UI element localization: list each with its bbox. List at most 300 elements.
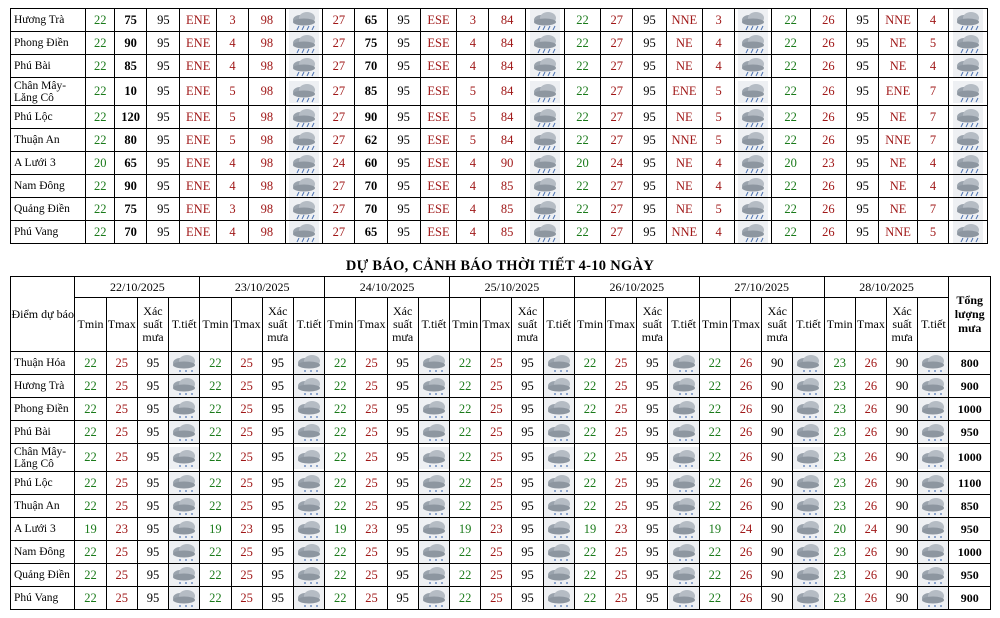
tmin-value: 22 xyxy=(574,472,605,495)
rain-cloud-icon xyxy=(169,587,200,610)
humidity: 84 xyxy=(489,106,526,129)
probability: 95 xyxy=(387,129,420,152)
humidity: 85 xyxy=(489,198,526,221)
probability: 95 xyxy=(387,55,420,78)
tmin-value: 23 xyxy=(824,421,855,444)
station-name: Nam Đông xyxy=(11,175,86,198)
tmax-value: 25 xyxy=(606,444,637,472)
probability: 95 xyxy=(137,518,168,541)
wind-direction: NE xyxy=(879,152,918,175)
header-probability: Xác suất mưa xyxy=(262,298,293,352)
humidity: 98 xyxy=(249,152,286,175)
tmax-value: 26 xyxy=(855,444,886,472)
rain-cloud-icon xyxy=(948,129,987,152)
rain-cloud-icon xyxy=(793,444,824,472)
rain-cloud-icon xyxy=(418,352,449,375)
rain-cloud-icon xyxy=(293,564,324,587)
wind-direction: ENE xyxy=(180,175,217,198)
probability: 95 xyxy=(137,444,168,472)
probability: 90 xyxy=(762,352,793,375)
rain-amount: 120 xyxy=(115,106,147,129)
tmax-value: 25 xyxy=(356,444,387,472)
tmax-value: 26 xyxy=(855,587,886,610)
header-weather: T.tiết xyxy=(293,298,324,352)
rain-cloud-icon xyxy=(293,375,324,398)
header-tmax: Tmax xyxy=(106,298,137,352)
station-name: Quảng Điền xyxy=(11,564,75,587)
probability: 95 xyxy=(633,152,666,175)
wind-direction: ENE xyxy=(180,221,217,244)
rain-cloud-icon xyxy=(735,55,772,78)
tmax-value: 26 xyxy=(855,398,886,421)
probability: 95 xyxy=(847,152,879,175)
tmax-value: 25 xyxy=(481,495,512,518)
wind-level: 4 xyxy=(917,9,948,32)
tmin-value: 19 xyxy=(699,518,730,541)
station-name: Thuận An xyxy=(11,495,75,518)
table-row xyxy=(11,421,991,444)
header-tmin: Tmin xyxy=(574,298,605,352)
wind-direction: NNE xyxy=(879,129,918,152)
tmax-value: 26 xyxy=(730,398,761,421)
tmax-value: 25 xyxy=(606,564,637,587)
tmin-value: 19 xyxy=(75,518,106,541)
table-row xyxy=(11,518,991,541)
rain-cloud-icon xyxy=(948,78,987,106)
tmax-value: 26 xyxy=(855,472,886,495)
tmin-value: 22 xyxy=(75,352,106,375)
table-row xyxy=(11,352,991,375)
wind-direction: NE xyxy=(879,32,918,55)
rain-cloud-icon xyxy=(418,495,449,518)
rain-cloud-icon xyxy=(543,444,574,472)
rain-cloud-icon xyxy=(543,587,574,610)
probability: 90 xyxy=(887,398,918,421)
tmax-value: 25 xyxy=(231,587,262,610)
tmin-value: 22 xyxy=(574,587,605,610)
wind-level: 4 xyxy=(917,152,948,175)
station-name: A Lưới 3 xyxy=(11,518,75,541)
tmin-value: 22 xyxy=(200,587,231,610)
humidity: 98 xyxy=(249,198,286,221)
wind-level: 4 xyxy=(216,55,248,78)
wind-level: 4 xyxy=(703,55,735,78)
rain-cloud-icon xyxy=(918,518,949,541)
wind-level: 7 xyxy=(917,198,948,221)
table-row xyxy=(11,375,991,398)
rain-amount: 80 xyxy=(115,129,147,152)
rain-cloud-icon xyxy=(285,221,323,244)
tmin-value: 22 xyxy=(75,444,106,472)
probability: 95 xyxy=(512,421,543,444)
rain-cloud-icon xyxy=(948,106,987,129)
tmax-value: 25 xyxy=(231,444,262,472)
probability: 95 xyxy=(512,541,543,564)
table-row xyxy=(11,564,991,587)
rain-amount: 70 xyxy=(355,198,387,221)
rain-cloud-icon xyxy=(293,472,324,495)
tmax-value: 26 xyxy=(730,472,761,495)
probability: 95 xyxy=(387,421,418,444)
tmin-value: 22 xyxy=(564,32,601,55)
station-name: Phong Điền xyxy=(11,32,86,55)
tmin-value: 22 xyxy=(325,587,356,610)
rain-cloud-icon xyxy=(543,352,574,375)
probability: 95 xyxy=(137,398,168,421)
rain-cloud-icon xyxy=(668,541,699,564)
rain-cloud-icon xyxy=(948,9,987,32)
tmax-value: 27 xyxy=(323,175,355,198)
wind-direction: ESE xyxy=(420,175,457,198)
rain-amount: 10 xyxy=(115,78,147,106)
header-probability: Xác suất mưa xyxy=(512,298,543,352)
rain-cloud-icon xyxy=(918,444,949,472)
rain-amount: 75 xyxy=(115,198,147,221)
probability: 95 xyxy=(847,55,879,78)
tmin-value: 22 xyxy=(450,398,481,421)
tmin-value: 22 xyxy=(325,421,356,444)
total-rain: 950 xyxy=(949,518,991,541)
station-name: Chân Mây-Lăng Cô xyxy=(11,444,75,472)
rain-cloud-icon xyxy=(735,221,772,244)
rain-cloud-icon xyxy=(169,352,200,375)
rain-cloud-icon xyxy=(418,375,449,398)
probability: 90 xyxy=(887,421,918,444)
probability: 95 xyxy=(637,472,668,495)
wind-level: 3 xyxy=(703,9,735,32)
tmax-value: 27 xyxy=(601,9,633,32)
probability: 95 xyxy=(512,495,543,518)
tmin-value: 22 xyxy=(771,32,810,55)
tmin-value: 22 xyxy=(771,198,810,221)
probability: 95 xyxy=(262,375,293,398)
tmax-value: 25 xyxy=(356,495,387,518)
probability: 95 xyxy=(847,32,879,55)
rain-cloud-icon xyxy=(668,398,699,421)
tmin-value: 22 xyxy=(86,175,115,198)
tmax-value: 27 xyxy=(601,106,633,129)
humidity: 84 xyxy=(489,55,526,78)
wind-level: 4 xyxy=(216,175,248,198)
header-tmax: Tmax xyxy=(855,298,886,352)
tmin-value: 23 xyxy=(824,472,855,495)
tmin-value: 22 xyxy=(325,352,356,375)
total-rain: 1000 xyxy=(949,444,991,472)
wind-level: 5 xyxy=(457,106,489,129)
tmax-value: 25 xyxy=(356,352,387,375)
probability: 95 xyxy=(387,221,420,244)
probability: 95 xyxy=(633,129,666,152)
tmin-value: 22 xyxy=(200,398,231,421)
tmin-value: 22 xyxy=(699,421,730,444)
tmax-value: 23 xyxy=(481,518,512,541)
tmin-value: 22 xyxy=(564,78,601,106)
tmin-value: 22 xyxy=(325,375,356,398)
tmax-value: 25 xyxy=(481,421,512,444)
wind-level: 5 xyxy=(457,129,489,152)
tmax-value: 25 xyxy=(106,375,137,398)
rain-cloud-icon xyxy=(668,352,699,375)
wind-level: 4 xyxy=(216,152,248,175)
header-tmin: Tmin xyxy=(200,298,231,352)
header-weather: T.tiết xyxy=(918,298,949,352)
tmin-value: 22 xyxy=(450,587,481,610)
rain-cloud-icon xyxy=(948,221,987,244)
table-row xyxy=(11,221,988,244)
wind-level: 3 xyxy=(216,198,248,221)
rain-cloud-icon xyxy=(543,421,574,444)
rain-cloud-icon xyxy=(948,175,987,198)
tmin-value: 22 xyxy=(450,375,481,398)
tmin-value: 22 xyxy=(771,175,810,198)
tmax-value: 26 xyxy=(810,198,847,221)
tmin-value: 20 xyxy=(824,518,855,541)
wind-direction: ENE xyxy=(180,9,217,32)
rain-cloud-icon xyxy=(668,564,699,587)
wind-level: 5 xyxy=(917,221,948,244)
probability: 95 xyxy=(387,152,420,175)
probability: 90 xyxy=(762,444,793,472)
rain-cloud-icon xyxy=(293,495,324,518)
probability: 95 xyxy=(387,175,420,198)
tmin-value: 22 xyxy=(75,398,106,421)
header-tmax: Tmax xyxy=(481,298,512,352)
wind-direction: ESE xyxy=(420,78,457,106)
table-row xyxy=(11,129,988,152)
probability: 95 xyxy=(137,472,168,495)
wind-direction: NE xyxy=(666,55,703,78)
rain-cloud-icon xyxy=(668,518,699,541)
header-probability: Xác suất mưa xyxy=(887,298,918,352)
rain-cloud-icon xyxy=(285,198,323,221)
probability: 90 xyxy=(887,564,918,587)
rain-cloud-icon xyxy=(668,587,699,610)
humidity: 84 xyxy=(489,78,526,106)
probability: 95 xyxy=(147,129,180,152)
tmin-value: 22 xyxy=(200,564,231,587)
tmax-value: 25 xyxy=(106,352,137,375)
tmax-value: 25 xyxy=(606,398,637,421)
rain-cloud-icon xyxy=(918,375,949,398)
station-name: Chân Mây-Lăng Cô xyxy=(11,78,86,106)
header-tmin: Tmin xyxy=(450,298,481,352)
probability: 95 xyxy=(147,32,180,55)
rain-cloud-icon xyxy=(169,564,200,587)
rain-amount: 65 xyxy=(355,221,387,244)
probability: 90 xyxy=(887,352,918,375)
tmin-value: 22 xyxy=(86,9,115,32)
probability: 95 xyxy=(512,472,543,495)
table-row xyxy=(11,175,988,198)
date-header: 28/10/2025 xyxy=(824,277,949,298)
tmax-value: 26 xyxy=(855,495,886,518)
rain-cloud-icon xyxy=(918,587,949,610)
humidity: 98 xyxy=(249,175,286,198)
probability: 95 xyxy=(387,375,418,398)
tmax-value: 27 xyxy=(323,221,355,244)
tmin-value: 22 xyxy=(574,495,605,518)
rain-cloud-icon xyxy=(525,106,564,129)
tmax-value: 26 xyxy=(730,495,761,518)
header-weather: T.tiết xyxy=(543,298,574,352)
rain-cloud-icon xyxy=(735,175,772,198)
tmax-value: 25 xyxy=(356,398,387,421)
probability: 95 xyxy=(262,472,293,495)
tmax-value: 25 xyxy=(606,587,637,610)
rain-cloud-icon xyxy=(735,198,772,221)
rain-cloud-icon xyxy=(735,152,772,175)
header-tmin: Tmin xyxy=(325,298,356,352)
wind-level: 4 xyxy=(917,175,948,198)
humidity: 98 xyxy=(249,78,286,106)
probability: 95 xyxy=(633,32,666,55)
wind-level: 4 xyxy=(457,152,489,175)
wind-level: 4 xyxy=(703,152,735,175)
total-rain: 950 xyxy=(949,564,991,587)
tmin-value: 22 xyxy=(699,375,730,398)
rain-amount: 70 xyxy=(355,175,387,198)
humidity: 98 xyxy=(249,55,286,78)
probability: 95 xyxy=(387,564,418,587)
wind-level: 5 xyxy=(216,129,248,152)
rain-amount: 65 xyxy=(355,9,387,32)
table-row xyxy=(11,9,988,32)
date-header: 27/10/2025 xyxy=(699,277,824,298)
header-total-rain: Tổng lượng mưa xyxy=(949,277,991,352)
tmax-value: 25 xyxy=(481,352,512,375)
tmax-value: 25 xyxy=(231,375,262,398)
wind-level: 4 xyxy=(917,55,948,78)
probability: 95 xyxy=(262,421,293,444)
tmax-value: 25 xyxy=(231,421,262,444)
tmin-value: 22 xyxy=(450,444,481,472)
tmax-value: 25 xyxy=(606,472,637,495)
tmax-value: 27 xyxy=(323,55,355,78)
probability: 95 xyxy=(633,78,666,106)
humidity: 84 xyxy=(489,129,526,152)
wind-direction: ESE xyxy=(420,32,457,55)
tmax-value: 26 xyxy=(855,421,886,444)
probability: 95 xyxy=(512,398,543,421)
wind-level: 5 xyxy=(703,106,735,129)
tmin-value: 22 xyxy=(574,564,605,587)
probability: 95 xyxy=(262,587,293,610)
tmax-value: 24 xyxy=(855,518,886,541)
tmin-value: 22 xyxy=(771,106,810,129)
probability: 95 xyxy=(387,352,418,375)
probability: 95 xyxy=(262,352,293,375)
tmin-value: 22 xyxy=(574,421,605,444)
humidity: 84 xyxy=(489,9,526,32)
tmin-value: 22 xyxy=(450,421,481,444)
rain-cloud-icon xyxy=(793,518,824,541)
tmin-value: 22 xyxy=(574,375,605,398)
tmax-value: 23 xyxy=(231,518,262,541)
tmin-value: 19 xyxy=(450,518,481,541)
probability: 90 xyxy=(762,421,793,444)
rain-amount: 70 xyxy=(355,55,387,78)
tmin-value: 22 xyxy=(699,444,730,472)
tmax-value: 25 xyxy=(106,541,137,564)
table-row xyxy=(11,78,988,106)
rain-cloud-icon xyxy=(293,541,324,564)
station-name: Quảng Điền xyxy=(11,198,86,221)
wind-direction: NE xyxy=(666,198,703,221)
tmin-value: 22 xyxy=(699,587,730,610)
wind-direction: NE xyxy=(666,106,703,129)
wind-direction: NE xyxy=(879,175,918,198)
humidity: 90 xyxy=(489,152,526,175)
table-row xyxy=(11,587,991,610)
wind-direction: NNE xyxy=(666,9,703,32)
probability: 90 xyxy=(762,398,793,421)
rain-cloud-icon xyxy=(525,198,564,221)
rain-cloud-icon xyxy=(293,587,324,610)
probability: 95 xyxy=(387,398,418,421)
probability: 95 xyxy=(387,78,420,106)
tmax-value: 26 xyxy=(730,541,761,564)
station-name: Phú Lộc xyxy=(11,106,86,129)
wind-level: 5 xyxy=(703,78,735,106)
probability: 95 xyxy=(137,495,168,518)
tmin-value: 23 xyxy=(824,587,855,610)
rain-cloud-icon xyxy=(948,32,987,55)
total-rain: 1000 xyxy=(949,541,991,564)
wind-level: 7 xyxy=(917,106,948,129)
rain-cloud-icon xyxy=(525,32,564,55)
wind-direction: ENE xyxy=(879,78,918,106)
rain-cloud-icon xyxy=(735,106,772,129)
rain-amount: 75 xyxy=(115,9,147,32)
tmin-value: 22 xyxy=(200,352,231,375)
station-name: Phú Bài xyxy=(11,55,86,78)
rain-cloud-icon xyxy=(525,78,564,106)
tmin-value: 22 xyxy=(75,421,106,444)
rain-cloud-icon xyxy=(418,421,449,444)
rain-amount: 90 xyxy=(115,32,147,55)
rain-amount: 85 xyxy=(355,78,387,106)
rain-cloud-icon xyxy=(418,541,449,564)
tmin-value: 22 xyxy=(699,352,730,375)
rain-cloud-icon xyxy=(418,587,449,610)
tmax-value: 26 xyxy=(810,175,847,198)
probability: 95 xyxy=(137,352,168,375)
probability: 95 xyxy=(633,55,666,78)
wind-direction: ESE xyxy=(420,198,457,221)
forecast-title: DỰ BÁO, CẢNH BÁO THỜI TIẾT 4-10 NGÀY xyxy=(345,258,655,274)
tmin-value: 23 xyxy=(824,375,855,398)
header-tmax: Tmax xyxy=(231,298,262,352)
tmax-value: 26 xyxy=(855,352,886,375)
tmin-value: 22 xyxy=(75,472,106,495)
tmin-value: 19 xyxy=(325,518,356,541)
rain-cloud-icon xyxy=(793,541,824,564)
rain-cloud-icon xyxy=(169,472,200,495)
tmin-value: 22 xyxy=(75,495,106,518)
tmax-value: 25 xyxy=(606,421,637,444)
probability: 95 xyxy=(637,398,668,421)
tmin-value: 22 xyxy=(699,495,730,518)
tmin-value: 22 xyxy=(564,106,601,129)
humidity: 85 xyxy=(489,175,526,198)
rain-cloud-icon xyxy=(543,518,574,541)
total-rain: 900 xyxy=(949,375,991,398)
tmin-value: 22 xyxy=(75,541,106,564)
tmax-value: 27 xyxy=(323,32,355,55)
probability: 95 xyxy=(387,587,418,610)
rain-cloud-icon xyxy=(735,9,772,32)
station-name: Hương Trà xyxy=(11,9,86,32)
